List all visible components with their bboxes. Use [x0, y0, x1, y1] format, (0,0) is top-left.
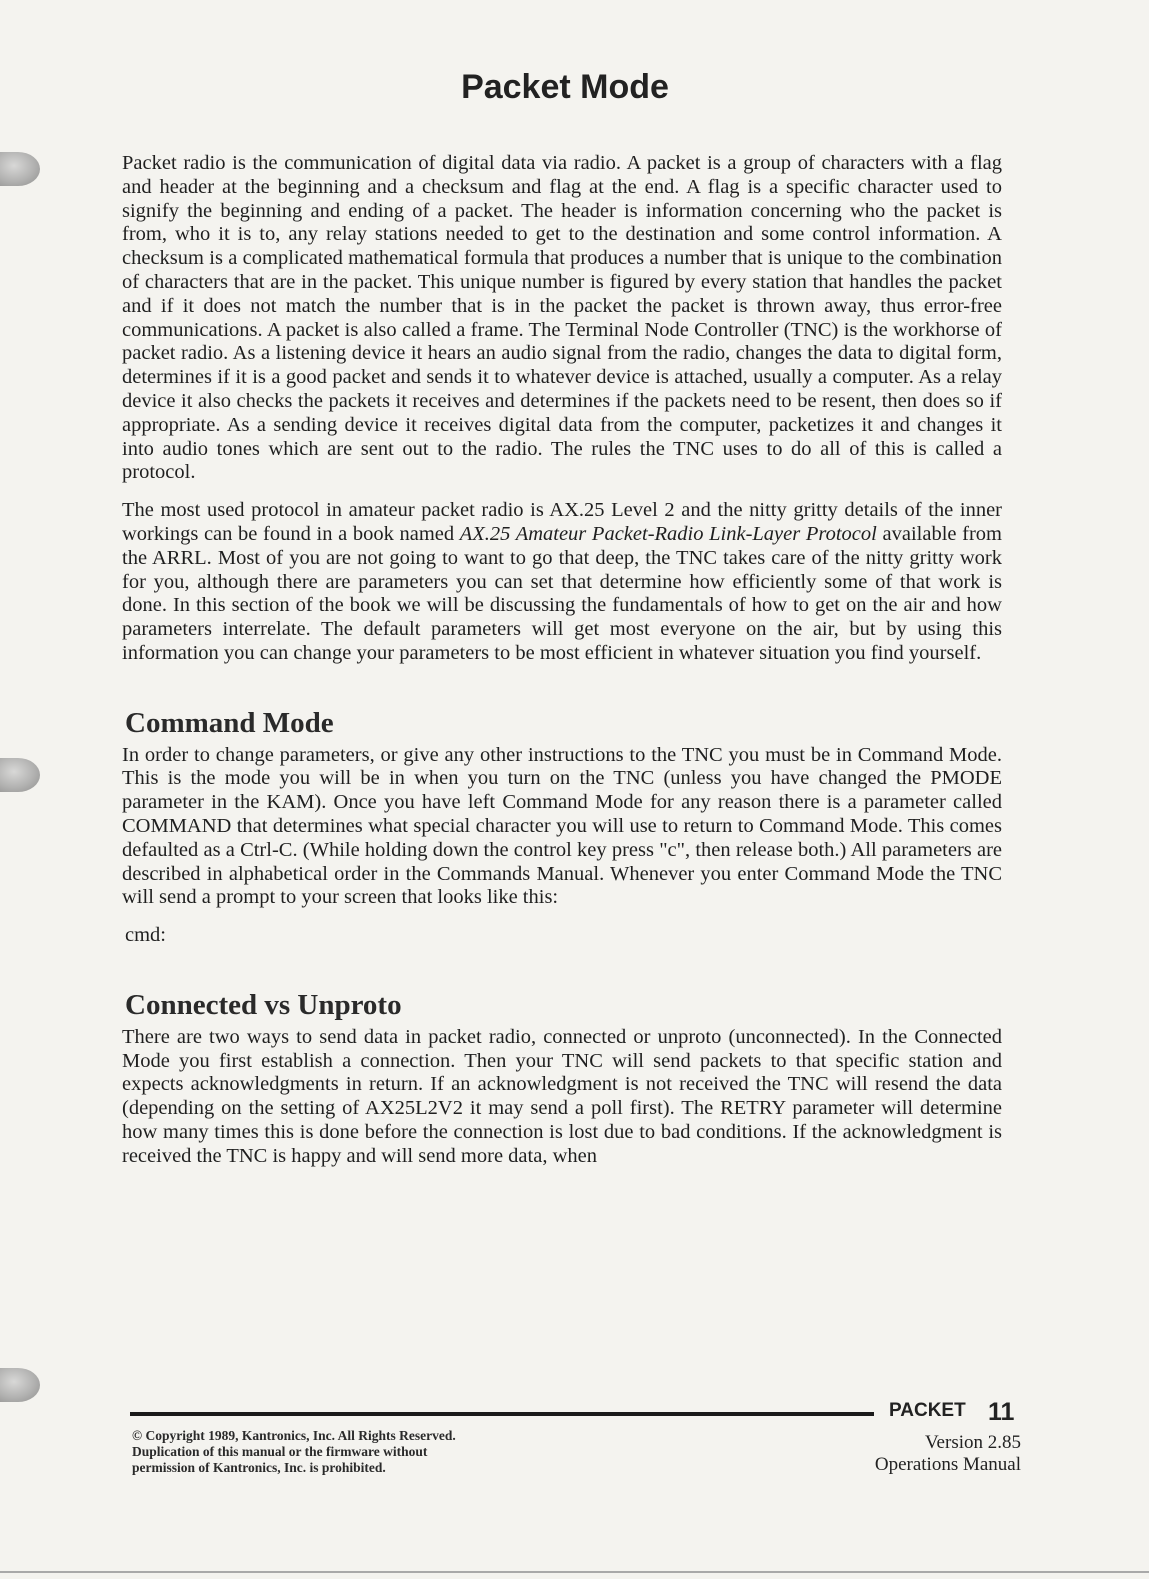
binder-hole — [0, 758, 40, 792]
intro-paragraph: Packet radio is the communication of digital data via radio. A packet is a group of characters with a flag and header at the beginning and a checksum and flag at the end. A flag is a specific character used to signify the beginning and ending of a packet. The header is information concerning who the packet is from, who it is to, any relay stations needed to get to the destination and some control information. A checksum is a complicated mathematical formula that produces a number that is unique to the combination of characters that are in the packet. This unique number is figured by every station that handles the packet and if it does not match the number that is in the packet the packet is thrown away, thus error-free communications. A packet is also called a frame. The Terminal Node Controller (TNC) is the workhorse of packet radio. As a listening device it hears an audio signal from the radio, changes the data to digital form, determines if it is a good packet and sends it to whatever device is attached, usually a computer. As a relay device it also checks the packets it receives and determines if the packets need to be resent, then does so if appropriate. As a sending device it receives digital data from the computer, packetizes it and changes it into audio tones which are sent out to the radio. The rules the TNC uses to do all of this is called a protocol. — [122, 152, 1002, 484]
page-number: 11 — [988, 1398, 1015, 1426]
footer-rule — [130, 1412, 874, 1416]
binder-hole — [0, 152, 40, 186]
page-title: Packet Mode — [461, 68, 669, 106]
protocol-paragraph — [122, 499, 1002, 666]
version-info — [875, 1432, 1021, 1476]
footer-section-label: PACKET — [889, 1400, 966, 1421]
body-content — [122, 152, 1002, 1182]
cmd-prompt-example: cmd: — [125, 924, 166, 947]
connected-paragraph: There are two ways to send data in packet radio, connected or unproto (unconnected). In the Connected Mode you first establish a connection. Then your TNC will send packets to that specific station and expects acknowledgments in return. If an acknowledgment is not received the TNC will resend the data (depending on the setting of AX25L2V2 it may send a poll first). The RETRY parameter will determine how many times this is done before the connection is lost due to bad conditions. If the acknowledgment is received the TNC is happy and will send more data, when — [122, 1025, 1002, 1167]
page-bottom-edge — [0, 1571, 1149, 1573]
copyright-notice — [132, 1428, 572, 1476]
copyright-line: permission of Kantronics, Inc. is prohibited. — [132, 1460, 386, 1475]
manual-name: Operations Manual — [874, 1454, 1021, 1475]
section-heading-command-mode: Command Mode — [125, 706, 334, 739]
protocol-text-start: The most used protocol in amateur packet radio is AX.25 Level 2 and the nitty gritty details of the inner workings can be found in a book named — [122, 499, 1002, 545]
protocol-text-end: available from the ARRL. Most of you are not going to want to go that deep, the TNC takes care of the nitty gritty work for you, although there are parameters you can set that determine how efficiently some of that work is done. In this section of the book we will be discussing the fundamentals of how to get on the air and how parameters interrelate. The default parameters will get most everyone on the air, but by using this information you can change your parameters to be most efficient in whatever situation you find yourself. — [122, 522, 1002, 664]
version-number: Version 2.85 — [924, 1432, 1021, 1453]
copyright-line: Duplication of this manual or the firmware without — [132, 1444, 428, 1459]
copyright-line: © Copyright 1989, Kantronics, Inc. All Rights Reserved. — [132, 1428, 456, 1443]
book-title: AX.25 Amateur Packet-Radio Link-Layer Protocol — [459, 522, 877, 545]
command-mode-paragraph: In order to change parameters, or give any other instructions to the TNC you must be in Command Mode. This is the mode you will be in when you turn on the TNC (unless you have changed the PMODE parameter in the KAM). Once you have left Command Mode for any reason there is a parameter called COMMAND that determines what special character you will use to return to Command Mode. This comes defaulted as a Ctrl-C. (While holding down the control key press "c", then release both.) All parameters are described in alphabetical order in the Commands Manual. Whenever you enter Command Mode the TNC will send a prompt to your screen that looks like this: — [122, 743, 1002, 909]
binder-hole — [0, 1368, 40, 1402]
section-heading-connected-vs-unproto: Connected vs Unproto — [125, 988, 402, 1021]
